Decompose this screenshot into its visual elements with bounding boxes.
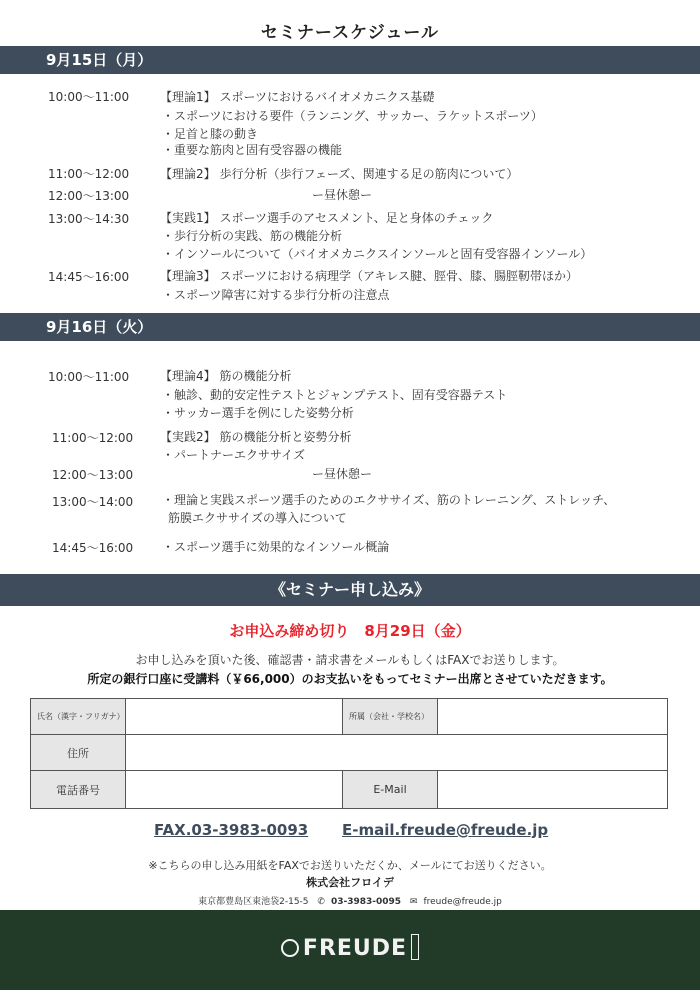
phone-icon: ✆ — [317, 897, 325, 907]
payment-note: 所定の銀行口座に受講料（￥66,000）のお支払いをもってセミナー出席とさせていただきます。 — [87, 672, 613, 686]
affiliation-label: 所属（会社・学校名） — [343, 699, 438, 735]
time-slot: 11:00〜12:00 — [48, 167, 130, 181]
schedule-line: ・サッカー選手を例にした姿勢分析 — [162, 406, 354, 420]
logo-text: FREUDE — [302, 936, 408, 961]
fax-number: FAX.03-3983-0093 — [154, 821, 309, 839]
schedule-line: 筋膜エクササイズの導入について — [168, 511, 347, 525]
schedule-line: 【実践1】 スポーツ選手のアセスメント、足と身体のチェック — [160, 211, 494, 225]
logo-mark-icon — [281, 939, 299, 957]
schedule-line: 【実践2】 筋の機能分析と姿勢分析 — [160, 430, 352, 444]
time-slot: 13:00〜14:30 — [48, 212, 130, 226]
deadline-text: お申込み締め切り 8月29日（金） — [229, 622, 471, 640]
time-slot: 11:00〜12:00 — [52, 431, 134, 445]
time-slot: 12:00〜13:00 — [48, 189, 130, 203]
schedule-line: ・スポーツ選手に効果的なインソール概論 — [162, 540, 390, 554]
apply-heading-bar — [0, 574, 700, 606]
schedule-line: 【理論2】 歩行分析（歩行フェーズ、関連する足の筋肉について） — [160, 167, 519, 181]
schedule-line: ・歩行分析の実践、筋の機能分析 — [162, 229, 343, 243]
submission-note: ※こちらの申し込み用紙をFAXでお送りいただくか、メールにてお送りください。 — [148, 859, 552, 872]
schedule-line: ・スポーツ障害に対する歩行分析の注意点 — [162, 288, 390, 302]
contact-line — [0, 894, 700, 907]
time-slot: 14:45〜16:00 — [48, 270, 130, 284]
mail-text: freude@freude.jp — [423, 897, 502, 907]
envelope-icon: ✉ — [409, 897, 418, 907]
time-slot: 10:00〜11:00 — [48, 90, 130, 104]
schedule-line: ・パートナーエクササイズ — [162, 448, 306, 462]
page-title: セミナースケジュール — [260, 23, 440, 43]
time-slot: 14:45〜16:00 — [52, 541, 134, 555]
schedule-line: ・スポーツにおける要件（ランニング、サッカー、ラケットスポーツ） — [162, 109, 543, 123]
day1-heading-bar — [0, 46, 700, 74]
time-slot: 12:00〜13:00 — [52, 468, 134, 482]
confirmation-note: お申し込みを頂いた後、確認書・請求書をメールもしくはFAXでお送りします。 — [135, 653, 565, 667]
day2-heading-bar — [0, 313, 700, 341]
schedule-line: 【理論3】 スポーツにおける病理学（アキレス腱、脛骨、膝、腸脛靭帯ほか） — [160, 269, 579, 283]
apply-heading: 《セミナー申し込み》 — [269, 580, 430, 599]
lunch-break: ー昼休憩ー — [312, 467, 373, 481]
day2-heading: 9月16日（火） — [46, 318, 153, 336]
time-slot: 10:00〜11:00 — [48, 370, 130, 384]
name-label: 氏名（漢字・フリガナ） — [31, 699, 126, 735]
time-slot: 13:00〜14:00 — [52, 495, 134, 509]
freude-logo — [0, 934, 700, 961]
address-text: 東京都豊島区東池袋2-15-5 — [198, 897, 309, 907]
address-field[interactable] — [126, 735, 668, 771]
schedule-line: ・触診、動的安定性テストとジャンプテスト、固有受容器テスト — [162, 388, 508, 402]
phone-field[interactable] — [126, 771, 343, 809]
email-field[interactable] — [438, 771, 668, 809]
footer — [0, 910, 700, 990]
schedule-line: ・理論と実践スポーツ選手のためのエクササイズ、筋のトレーニング、ストレッチ、 — [162, 493, 616, 507]
schedule-line: ・足首と膝の動き — [162, 127, 259, 141]
schedule-line: ・インソールについて（バイオメカニクスインソールと固有受容器インソール） — [162, 247, 593, 261]
phone-label: 電話番号 — [31, 771, 126, 809]
schedule-line: 【理論1】 スポーツにおけるバイオメカニクス基礎 — [160, 90, 435, 104]
email-label: E-Mail — [343, 771, 438, 809]
address-label: 住所 — [31, 735, 126, 771]
company-name: 株式会社フロイデ — [306, 876, 394, 889]
affiliation-field[interactable] — [438, 699, 668, 735]
lunch-break: ー昼休憩ー — [312, 188, 373, 202]
phone-text: 03-3983-0095 — [330, 897, 402, 907]
email-link[interactable]: E-mail.freude@freude.jp — [342, 821, 549, 839]
application-form — [30, 698, 668, 809]
name-field[interactable] — [126, 699, 343, 735]
day1-heading: 9月15日（月） — [46, 51, 153, 69]
schedule-line: 【理論4】 筋の機能分析 — [160, 369, 292, 383]
schedule-line: ・重要な筋肉と固有受容器の機能 — [162, 143, 343, 157]
logo-badge-icon — [411, 934, 419, 960]
